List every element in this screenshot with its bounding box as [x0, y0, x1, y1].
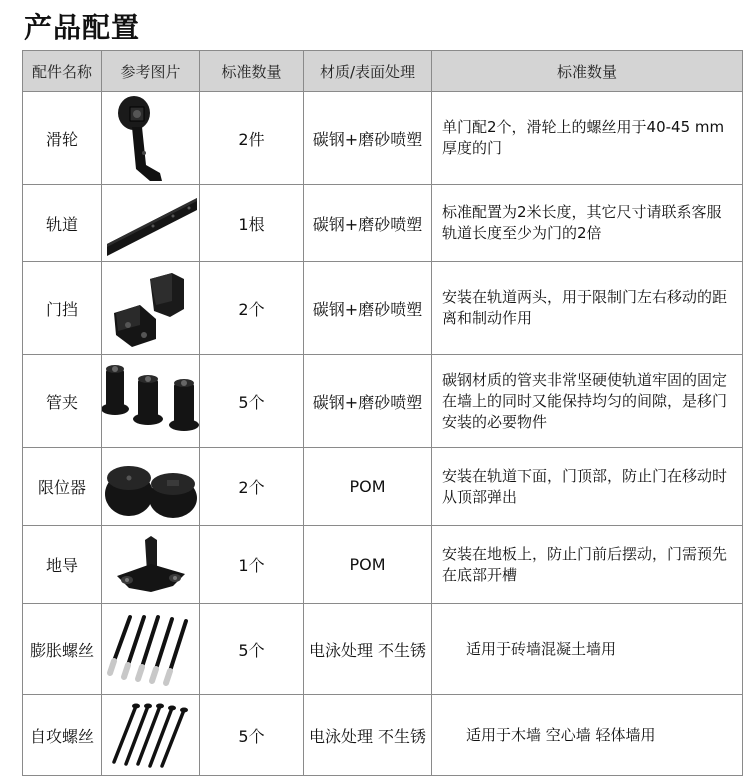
header-standard-qty-desc: 标准数量	[432, 51, 743, 92]
material: 碳钢+磨砂喷塑	[304, 185, 432, 262]
standard-qty: 5个	[200, 695, 304, 776]
material: POM	[304, 448, 432, 526]
description: 碳钢材质的管夹非常坚硬使轨道牢固的固定在墙上的同时又能保持均匀的间隙，是移门安装的必要物件	[432, 355, 743, 448]
standard-qty: 2个	[200, 262, 304, 355]
part-name: 滑轮	[23, 92, 102, 185]
description: 适用于砖墙混凝土墙用	[432, 604, 743, 695]
table-row	[23, 185, 743, 262]
standard-qty: 5个	[200, 355, 304, 448]
table-row	[23, 604, 743, 695]
expansion-screw-image	[102, 604, 200, 695]
product-config-table	[22, 50, 743, 776]
table-row	[23, 695, 743, 776]
limiter-image	[102, 448, 200, 526]
header-material: 材质/表面处理	[304, 51, 432, 92]
description: 适用于木墙 空心墙 轻体墙用	[432, 695, 743, 776]
table-header-row	[23, 51, 743, 92]
floor-guide-image	[102, 526, 200, 604]
header-reference-image: 参考图片	[102, 51, 200, 92]
standard-qty: 1根	[200, 185, 304, 262]
part-name: 限位器	[23, 448, 102, 526]
pulley-wheel-image	[102, 92, 200, 185]
standard-qty: 2件	[200, 92, 304, 185]
header-standard-qty: 标准数量	[200, 51, 304, 92]
material: 电泳处理 不生锈	[304, 604, 432, 695]
part-name: 轨道	[23, 185, 102, 262]
standard-qty: 5个	[200, 604, 304, 695]
part-name: 门挡	[23, 262, 102, 355]
material: 电泳处理 不生锈	[304, 695, 432, 776]
material: 碳钢+磨砂喷塑	[304, 355, 432, 448]
description: 安装在轨道下面，门顶部，防止门在移动时从顶部弹出	[432, 448, 743, 526]
table-row	[23, 355, 743, 448]
part-name: 自攻螺丝	[23, 695, 102, 776]
door-stop-image	[102, 262, 200, 355]
pipe-clamp-image	[102, 355, 200, 448]
page-title: 产品配置	[24, 11, 141, 44]
track-rail-image	[102, 185, 200, 262]
material: 碳钢+磨砂喷塑	[304, 262, 432, 355]
table-row	[23, 262, 743, 355]
description: 安装在地板上，防止门前后摆动，门需预先在底部开槽	[432, 526, 743, 604]
standard-qty: 1个	[200, 526, 304, 604]
self-tapping-screw-image	[102, 695, 200, 776]
part-name: 管夹	[23, 355, 102, 448]
part-name: 地导	[23, 526, 102, 604]
header-part-name: 配件名称	[23, 51, 102, 92]
material: POM	[304, 526, 432, 604]
table-row	[23, 448, 743, 526]
description: 安装在轨道两头，用于限制门左右移动的距离和制动作用	[432, 262, 743, 355]
description: 标准配置为2米长度，其它尺寸请联系客服轨道长度至少为门的2倍	[432, 185, 743, 262]
standard-qty: 2个	[200, 448, 304, 526]
table-row	[23, 526, 743, 604]
part-name: 膨胀螺丝	[23, 604, 102, 695]
table-row	[23, 92, 743, 185]
description: 单门配2个，滑轮上的螺丝用于40-45 mm厚度的门	[432, 92, 743, 185]
material: 碳钢+磨砂喷塑	[304, 92, 432, 185]
